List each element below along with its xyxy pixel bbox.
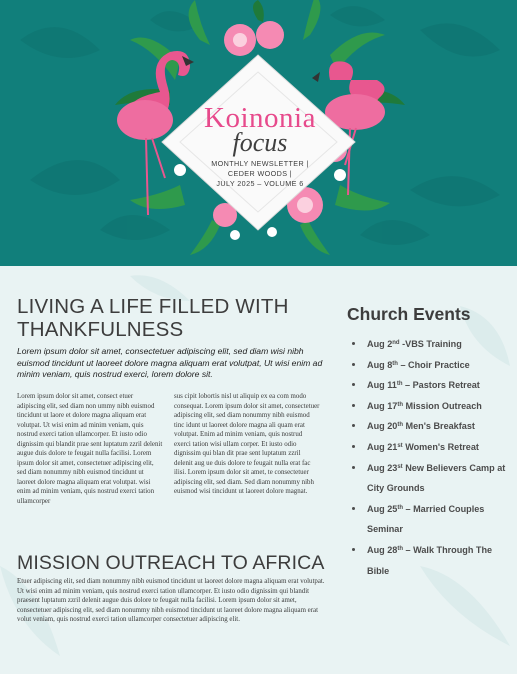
article-intro: Lorem ipsum dolor sit amet, consectetuer adipiscing elit, sed diam wisi nibh euismod tincidunt ut laoreet dolore magna aliquam erat volutpat, Ut wisi enim ad minim veniam, quis nostrud exerci, lorem dolore sit. bbox=[17, 346, 323, 379]
event-item: Aug 11th – Pastors Retreat bbox=[350, 375, 510, 396]
newsletter-meta bbox=[187, 159, 333, 189]
event-item: Aug 21st Women's Retreat bbox=[350, 437, 510, 458]
event-item: Aug 20th Men's Breakfast bbox=[350, 416, 510, 437]
newsletter-title: Koinonia bbox=[204, 102, 316, 134]
event-item: Aug 17th Mission Outreach bbox=[350, 396, 510, 417]
meta-line-2: CEDER WOODS | bbox=[227, 169, 293, 178]
meta-line-3: JULY 2025 – VOLUME 6 bbox=[216, 179, 304, 188]
newsletter-subtitle: focus bbox=[232, 128, 288, 157]
masthead-banner bbox=[0, 0, 517, 266]
article-column-2: sus cipit lobortis nisl ut aliquip ex ea com modo consequat. Lorem ipsum dolor sit amet, consectetuer adipiscing elit, sed diam nonummy nibh euismod tinc idunt ut laoreet dolore magna ali quam erat volutpat. Enim ad minim veniam, quis nostrud exerci tation wisi ullam corper. Et iusto odio dignissim qui blan dit prae sent luptatum zzril delenit aug ue duis dolore te feugait nulla erat fac ilisi. Lorem ipsum dolor sit amet, te consectetuer adipiscing elit, sed diam. Sed diam nonummy nibh euismod wisi tincidunt ut laoreet dolore magnat. bbox=[174, 393, 320, 495]
event-item: Aug 28th – Walk Through The Bible bbox=[350, 540, 510, 581]
article-column-1: Lorem ipsum dolor sit amet, consect etuer adipiscing elit, sed diam non ummy nibh euismod tincidunt ut laore et dolore magna aliquam erat volutpat. Ut wisi enim ad minim veniam, quis nostrud exerci tation ullamcorper. Et iusto odio dignissim qui blandit prae sent luptatum zzril delenit augue duis dolore te feugait nulla facilisi. Lorem ipsum dolor sit amet, consectetuer adipiscing elit, sed diam nonummy nibh euismod tincidunt ut laoreet dolore magna aliquam erat volutpat. wisi enim ad minim veniam, quis nostrud exerci tation ullamcorper bbox=[17, 393, 163, 505]
event-item: Aug 8th – Choir Practice bbox=[350, 355, 510, 376]
events-title: Church Events bbox=[347, 304, 471, 324]
event-item: Aug 23st New Believers Camp at City Grounds bbox=[350, 458, 510, 499]
event-item: Aug 2nd -VBS Training bbox=[350, 334, 510, 355]
article-heading: LIVING A LIFE FILLED WITH THANKFULNESS bbox=[17, 295, 289, 341]
events-list bbox=[350, 334, 510, 581]
event-item: Aug 25th – Married Couples Seminar bbox=[350, 499, 510, 540]
meta-line-1: MONTHLY NEWSLETTER | bbox=[211, 159, 309, 168]
masthead-badge bbox=[187, 104, 333, 189]
mission-body: Etuer adipiscing elit, sed diam nonummy nibh euismod tincidunt ut laoreet dolore magna aliquam erat volutpat. Ut wisi enim ad minim veniam, quis nostrud exerci tation ullamcorper. Et iusto odio dignissim qui blandit praesent luptatum zzril delenit augue duis dolore te feugait nulla facilisi. Lorem ipsum dolor sit amet, consectetuer adipiscing elit, sed diam nonummy nibh euismod tincidunt ut laoreet dolore magna aliquam erat volut veniam, quis nostrud exerci tation ullamcorper consectetuer adipiscing elit. bbox=[17, 578, 325, 624]
mission-heading: MISSION OUTREACH TO AFRICA bbox=[17, 552, 325, 574]
